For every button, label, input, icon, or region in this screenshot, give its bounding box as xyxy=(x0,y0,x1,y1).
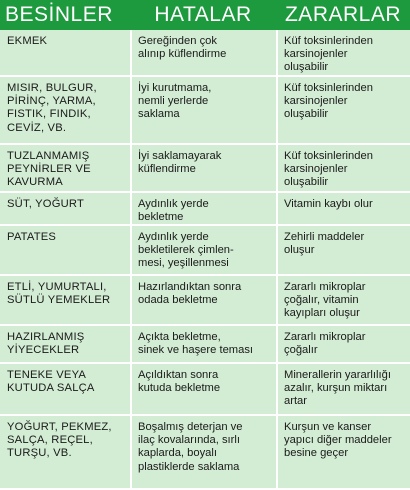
harm-cell: Zararlı mikroplar çoğalır xyxy=(276,326,410,364)
mistake-cell: İyi kurutmama, nemli yerlerde saklama xyxy=(130,77,276,145)
harm-cell: Zararlı mikroplar çoğalır, vitamin kayıpları oluşur xyxy=(276,276,410,326)
harm-cell: Vitamin kaybı olur xyxy=(276,193,410,226)
harm-cell: Zehirli maddeler oluşur xyxy=(276,226,410,276)
mistake-cell: Açıkta bekletme, sinek ve haşere teması xyxy=(130,326,276,364)
harm-cell: Küf toksinlerinden karsinojenler oluşabilir xyxy=(276,30,410,77)
food-cell: TENEKE VEYA KUTUDA SALÇA xyxy=(0,364,130,416)
food-cell: TUZLANMAMIŞ PEYNİRLER VE KAVURMA xyxy=(0,145,130,193)
table-body xyxy=(0,30,410,490)
harm-cell: Kurşun ve kanser yapıcı diğer maddeler besine geçer xyxy=(276,416,410,490)
food-cell: MISIR, BULGUR, PİRİNÇ, YARMA, FISTIK, FINDIK, CEVİZ, VB. xyxy=(0,77,130,145)
food-cell: ETLİ, YUMURTALI, SÜTLÜ YEMEKLER xyxy=(0,276,130,326)
harm-cell: Küf toksinlerinden karsinojenler oluşabilir xyxy=(276,145,410,193)
harm-cell: Minerallerin yararlılığı azalır, kurşun miktarı artar xyxy=(276,364,410,416)
food-cell: EKMEK xyxy=(0,30,130,77)
header-harms: ZARARLAR xyxy=(284,3,402,26)
mistake-cell: Açıldıktan sonra kutuda bekletme xyxy=(130,364,276,416)
header-mistakes: HATALAR xyxy=(154,3,252,26)
food-cell: HAZIRLANMIŞ YİYECEKLER xyxy=(0,326,130,364)
mistake-cell: Aydınlık yerde bekletme xyxy=(130,193,276,226)
mistake-cell: Gereğinden çok alınıp küflendirme xyxy=(130,30,276,77)
food-cell: SÜT, YOĞURT xyxy=(0,193,130,226)
mistake-cell: Boşalmış deterjan ve ilaç kovalarında, sırlı kaplarda, boyalı plastiklerde saklama xyxy=(130,416,276,490)
mistake-cell: İyi saklamayarak küflendirme xyxy=(130,145,276,193)
header-foods: BESİNLER xyxy=(5,3,113,26)
harm-cell: Küf toksinlerinden karsinojenler oluşabilir xyxy=(276,77,410,145)
food-cell: PATATES xyxy=(0,226,130,276)
mistake-cell: Hazırlandıktan sonra odada bekletme xyxy=(130,276,276,326)
food-cell: YOĞURT, PEKMEZ, SALÇA, REÇEL, TURŞU, VB. xyxy=(0,416,130,490)
mistake-cell: Aydınlık yerde bekletilerek çimlen- mesi, yeşillenmesi xyxy=(130,226,276,276)
table-header xyxy=(0,0,410,30)
